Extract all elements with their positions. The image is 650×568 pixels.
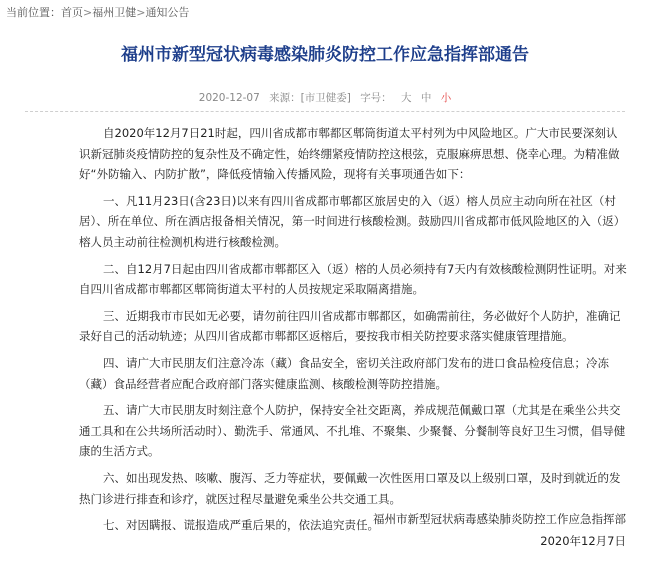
publish-date: 2020-12-07 — [198, 92, 260, 104]
article-paragraph: 一、凡11月23日(含23日)以来有四川省成都市郫都区旅居史的入（返）榕人员应主动向所在社区（村居）、所在单位、所在酒店报备相关情况，第一时间进行核酸检测。鼓励四川省成都市低风险地区的入（返）榕人员主动前往检测机构进行核酸检测。 — [79, 193, 626, 249]
article-meta — [0, 90, 650, 105]
font-size-small-button[interactable]: 小 — [440, 92, 452, 104]
breadcrumb-separator: > — [136, 6, 146, 19]
font-size-label: 字号： — [360, 92, 392, 104]
article-paragraph: 二、自12月7日起由四川省成都市郫都区入（返）榕的人员必须持有7天内有效核酸检测阴性证明。对来自四川省成都市郫都区郫筒街道太平村的人员按规定采取隔离措施。 — [79, 261, 627, 297]
article-signature-block — [373, 508, 626, 552]
article-paragraph: 五、请广大市民朋友时刻注意个人防护，保持安全社交距离，养成规范佩戴口罩（尤其是在乘坐公共交通工具和在公共场所活动时）、勤洗手、常通风、不扎堆、不聚集、少聚餐、分餐制等良好卫生习惯，倡导健康的生活方式。 — [79, 403, 626, 459]
font-size-large-button[interactable]: 大 — [401, 92, 412, 104]
article-paragraph: 四、请广大市民朋友们注意冷冻（藏）食品安全，密切关注政府部门发布的进口食品检疫信息；冷冻（藏）食品经营者应配合政府部门落实健康监测、核酸检测等防控措施。 — [79, 355, 609, 391]
breadcrumb-prefix: 当前位置： — [6, 6, 61, 19]
article-source: 来源：[市卫健委] — [269, 92, 351, 104]
breadcrumb-home-link[interactable]: 首页 — [61, 6, 83, 19]
signature-organization: 福州市新型冠状病毒感染肺炎防控工作应急指挥部 — [373, 512, 626, 526]
font-size-medium-button[interactable]: 中 — [420, 92, 432, 104]
breadcrumb — [6, 0, 189, 26]
breadcrumb-section-link[interactable]: 福州卫健 — [92, 6, 137, 19]
article-title: 福州市新型冠状病毒感染肺炎防控工作应急指挥部通告 — [121, 45, 529, 65]
signature-date: 2020年12月7日 — [540, 534, 626, 548]
article-paragraph: 三、近期我市市民如无必要，请勿前往四川省成都市郫都区，如确需前往，务必做好个人防护，准确记录好自己的活动轨迹；从四川省成都市郫都区返榕后，要按我市相关防控要求落实健康管理措施。 — [79, 308, 621, 344]
article-paragraph: 七、对因瞒报、谎报造成严重后果的，依法追究责任。 — [103, 518, 379, 533]
breadcrumb-separator: > — [83, 6, 93, 19]
title-divider — [25, 111, 625, 112]
article-body — [79, 123, 628, 542]
breadcrumb-category-link[interactable]: 通知公告 — [145, 6, 190, 19]
article-paragraph: 六、如出现发热、咳嗽、腹泻、乏力等症状，要佩戴一次性医用口罩及以上级别口罩，及时到就近的发热门诊进行排查和诊疗，就医过程尽量避免乘坐公共交通工具。 — [79, 470, 621, 506]
article-paragraph: 自2020年12月7日21时起，四川省成都市郫都区郫筒街道太平村列为中风险地区。广大市民要深刻认识新冠肺炎疫情防控的复杂性及不确定性，始终绷紧疫情防控这根弦，克服麻痹思想、侥幸心理。为精准做好“外防输入、内防扩散”，降低疫情输入传播风险，现将有关事项通告如下： — [79, 126, 620, 182]
